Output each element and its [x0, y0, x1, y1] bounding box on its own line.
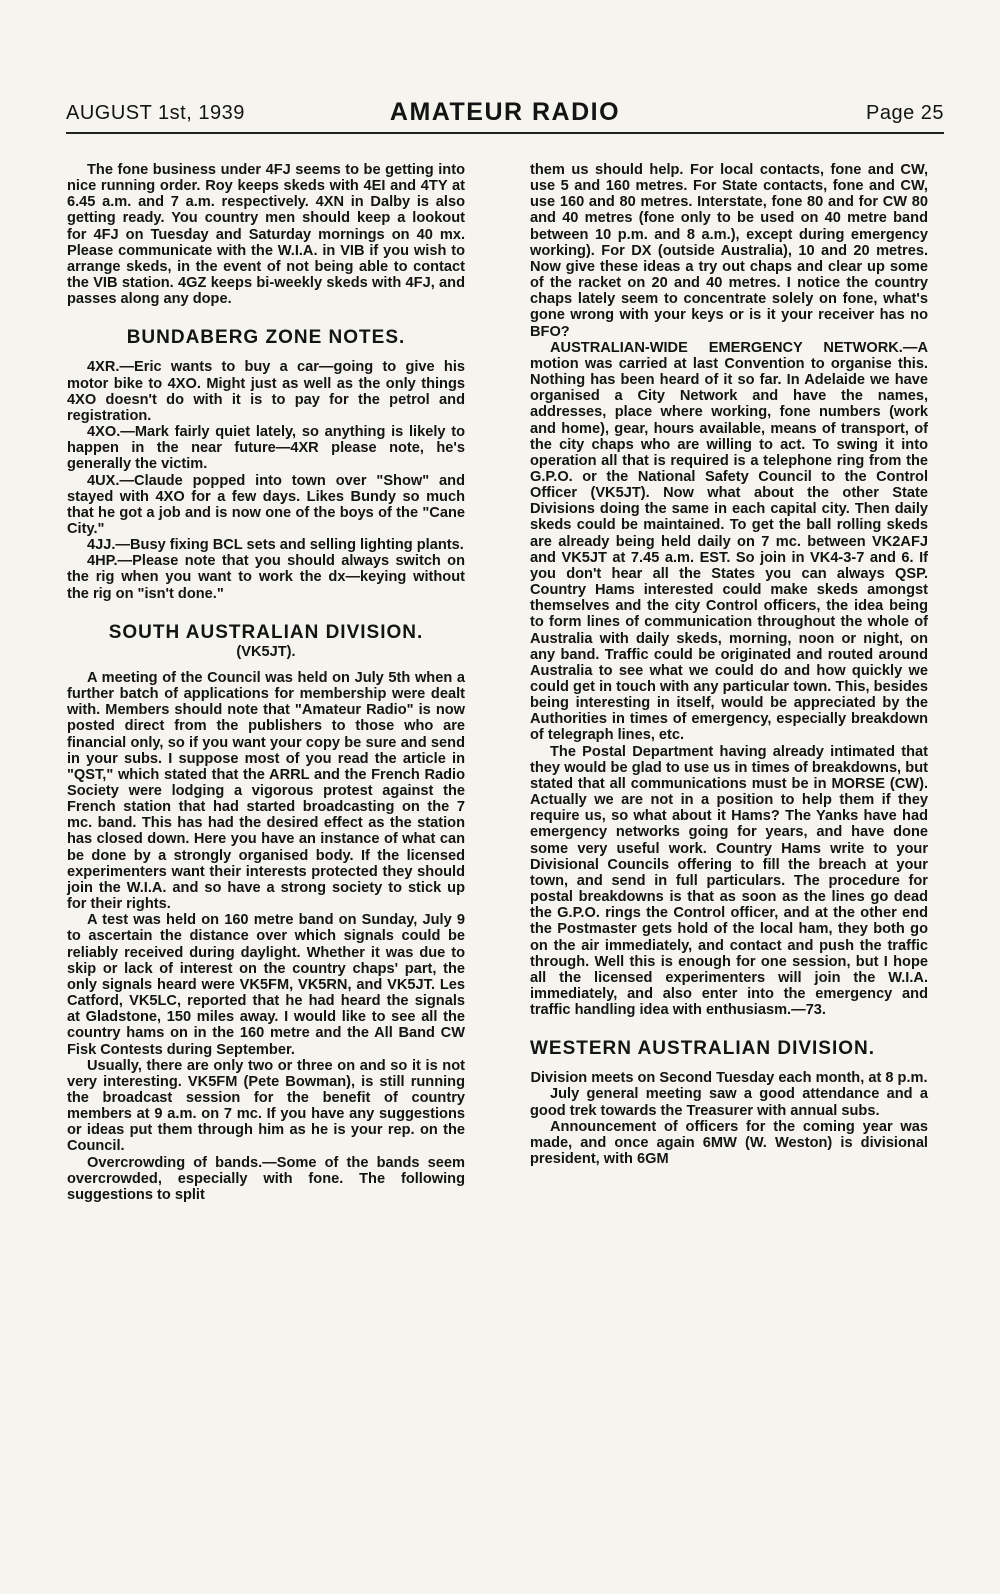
- issue-date: AUGUST 1st, 1939: [66, 102, 245, 124]
- continuation-paragraph: them us should help. For local contacts, fone and CW, use 5 and 160 metres. For State contacts, fone and CW, use 160 and 80 metres. Interstate, fone 80 and for CW 80 and 40 metres (fone only to be used on 40 metre band between 10 p.m. and 8 a.m.), except during emergency working). For DX (outside Australia), 10 and 20 metres. Now give these ideas a try out chaps and clear up some of the racket on 20 and 40 metres. I notice the country chaps lately seem to concentrate solely on fone, what's gone wrong with your keys or is it your receiver has no BFO?: [530, 162, 928, 340]
- bundaberg-paragraph: 4XR.—Eric wants to buy a car—going to give his motor bike to 4XO. Might just as well as the only things 4XO doesn't do with it is to pay for the petrol and registration.: [67, 359, 465, 424]
- wa-paragraph: Announcement of officers for the coming year was made, and once again 6MW (W. Weston) is divisional president, with 6GM: [530, 1118, 928, 1168]
- bundaberg-paragraph: 4HP.—Please note that you should always switch on the rig when you want to work the dx—keying without the rig on "isn't done.": [67, 553, 465, 602]
- intro-paragraph: The fone business under 4FJ seems to be getting into nice running order. Roy keeps skeds with 4EI and 4TY at 6.45 a.m. and 7 a.m. respectively. 4XN in Dalby is also getting ready. You country men should keep a lookout for 4FJ on Tuesday and Saturday mornings on 40 mx. Please communicate with the W.I.A. in VIB if you wish to arrange skeds, in the event of not being able to contact the VIB station. 4GZ keeps bi-weekly skeds with 4FJ, and passes along any dope.: [67, 162, 465, 308]
- wa-meeting-notice: Division meets on Second Tuesday each month, at 8 p.m.: [530, 1070, 928, 1087]
- bundaberg-paragraph: 4JJ.—Busy fixing BCL sets and selling lighting plants.: [87, 537, 464, 554]
- bundaberg-paragraph: 4UX.—Claude popped into town over "Show" and stayed with 4XO for a few days. Likes Bundy so much that he got a job and is now one of the boys of the "Cane City.": [67, 472, 465, 537]
- page-header: [66, 98, 944, 134]
- western-australian-heading: WESTERN AUSTRALIAN DIVISION.: [530, 1038, 876, 1060]
- magazine-title: AMATEUR RADIO: [389, 98, 621, 126]
- sa-paragraph: Usually, there are only two or three on and so it is not very interesting. VK5FM (Pete Bowman), is still running the broadcast session for the benefit of country members at 9 a.m. on 7 mc. If you have any suggestions or ideas put them through him as he is your rep. on the Council.: [67, 1057, 465, 1155]
- bundaberg-paragraph: 4XO.—Mark fairly quiet lately, so anything is likely to happen in the near future—4XR please note, he's generally the victim.: [67, 424, 465, 473]
- bundaberg-heading: BUNDABERG ZONE NOTES.: [126, 327, 406, 349]
- left-column: [67, 162, 465, 1203]
- sa-paragraph: Overcrowding of bands.—Some of the bands seem overcrowded, especially with fone. The following suggestions to split: [67, 1154, 465, 1203]
- sa-paragraph: A test was held on 160 metre band on Sunday, July 9 to ascertain the distance over which signals could be reliably received during daylight. Whether it was due to skip or lack of interest on the country chaps' part, the only signals heard were VK5FM, VK5RN, and VK5JT. Les Catford, VK5LC, reported that he had heard the signals at Gladstone, 150 miles away. I would like to see all the country hams on in the 160 metre and the All Band CW Fisk Contests during September.: [67, 912, 465, 1058]
- wa-paragraph: July general meeting saw a good attendance and a good trek towards the Treasurer with annual subs.: [530, 1086, 928, 1119]
- south-australian-subheading: (VK5JT).: [236, 643, 296, 660]
- postal-department-paragraph: The Postal Department having already intimated that they would be glad to use us in times of breakdowns, but stated that all communications must be in MORSE (CW). Actually we are not in a position to help them if they require us, so what about it Hams? The Yanks have had emergency networks going for years, and have done some very useful work. Country Hams write to your Divisional Councils offering to fill the breach at your town, and send in full particulars. The procedure for postal breakdowns is that as soon as the lines go dead the G.P.O. rings the Control officer, and at the other end the Postmaster gets hold of the local ham, they both go on the air immediately, and contact and push the traffic through. Well this is enough for one session, but I hope all the licensed experimenters will join the W.I.A. immediately, and also enter into the emergency and traffic handling idea with enthusiasm.—73.: [530, 743, 928, 1019]
- south-australian-heading: SOUTH AUSTRALIAN DIVISION.: [108, 621, 424, 643]
- emergency-network-paragraph: AUSTRALIAN-WIDE EMERGENCY NETWORK.—A motion was carried at last Convention to organise this. Nothing has been heard of it so far. In Adelaide we have organised a City Network and have the names, addresses, place where working, fone numbers (work and home), gear, hours available, means of transport, of the city chaps who are willing to act. To swing it into operation all that is required is a telephone ring from the G.P.O. or the National Safety Council to the Control Officer (VK5JT). Now what about the other State Divisions doing the same in each capital city. Then daily skeds could be maintained. To get the ball rolling skeds are already being held daily on 7 mc. between VK2AFJ and VK5JT at 7.45 a.m. EST. So join in VK4-3-7 and 6. If you don't hear all the States you can always QSP. Country Hams interested could make skeds amongst themselves and the city Control officers, the idea being to form lines of communication throughout the whole of Australia with daily skeds, morning, noon or night, on any band. Traffic could be originated and routed around Australia to see what we could do and how quickly we could get in touch with any particular town. This, besides being interesting in itself, would be appreciated by the Authorities in times of emergency, especially breakdown of telegraph lines, etc.: [530, 339, 928, 744]
- sa-paragraph: A meeting of the Council was held on July 5th when a further batch of applications for membership were dealt with. Members should note that "Amateur Radio" is now posted direct from the publishers to those who are financial only, so if you want your copy be sure and send in your subs. I suppose most of you read the article in "QST," which stated that the ARRL and the French Radio Society were lodging a vigorous protest against the French station that had started broadcasting on the 7 mc. band. This has had the desired effect as the station has closed down. Here you have an instance of what can be done by a strongly organised body. If the licensed experimenters want their interests protected they should join the W.I.A. and so have a strong society to stick up for their rights.: [67, 669, 465, 913]
- right-column: [530, 162, 928, 1167]
- page-number: Page 25: [865, 102, 944, 124]
